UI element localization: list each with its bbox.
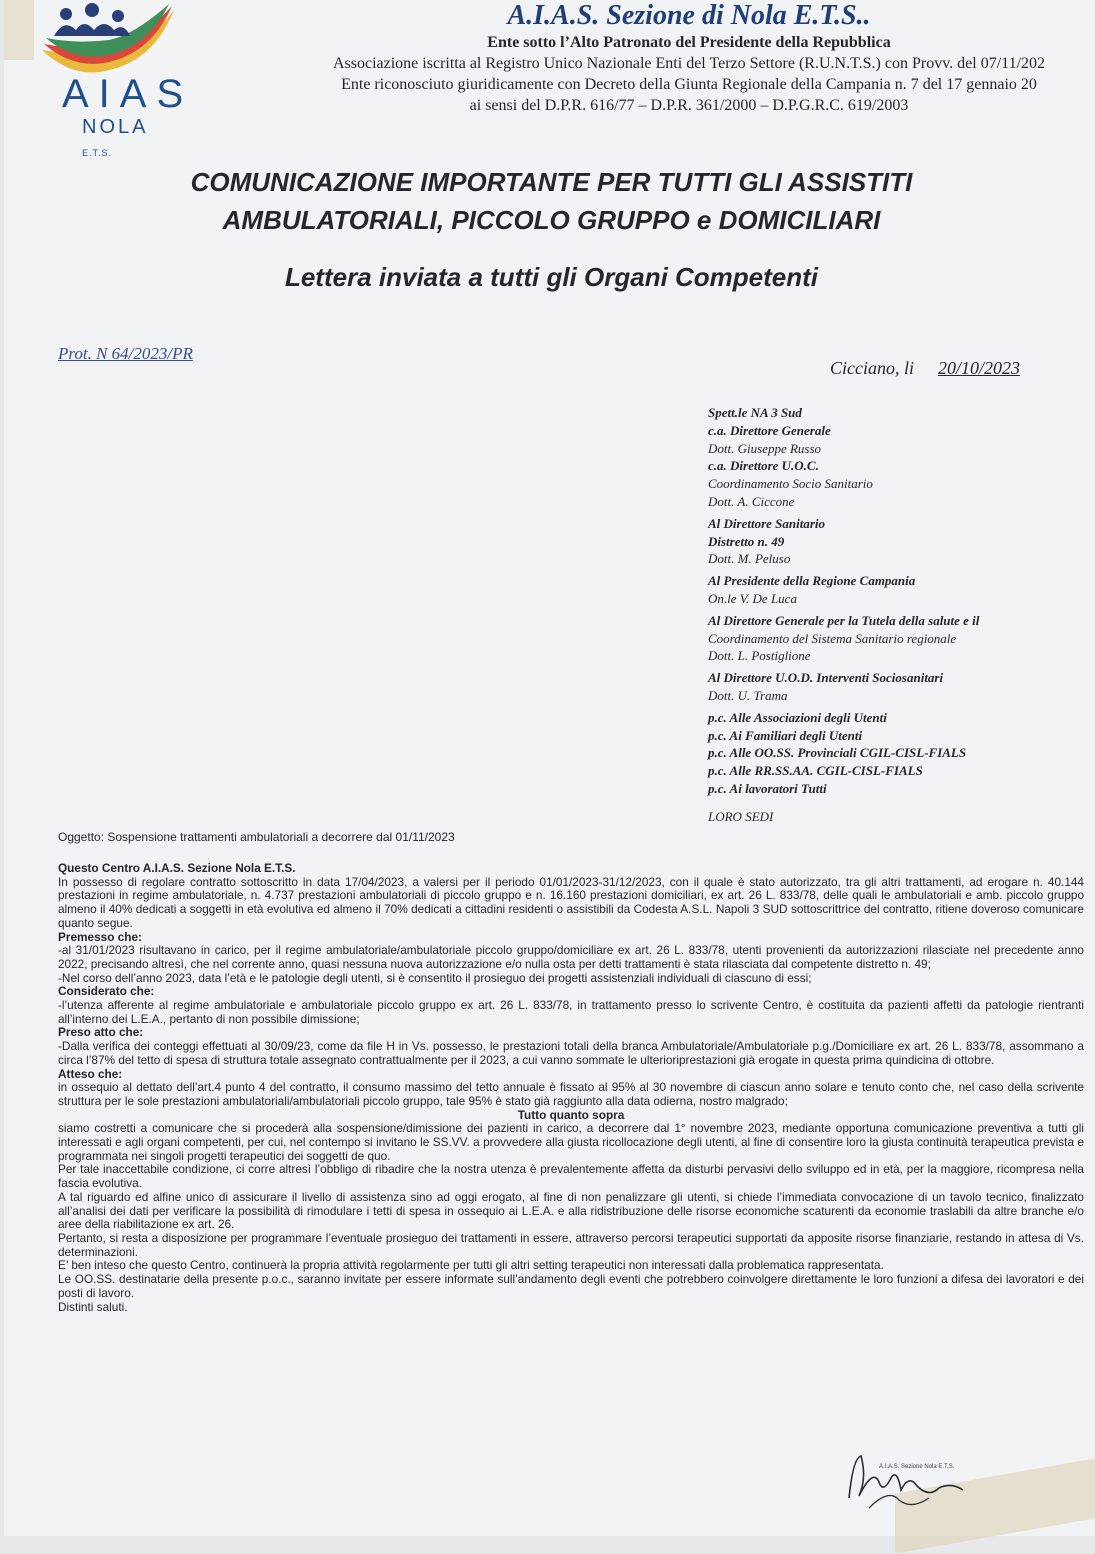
recipient-line: Spett.le NA 3 Sud: [708, 405, 802, 420]
protocol-number: Prot. N 64/2023/PR: [58, 344, 193, 363]
recipient-line: Coordinamento Socio Sanitario: [708, 476, 873, 492]
recipient-line: Dott. L. Postiglione: [708, 648, 811, 664]
body-paragraph: siamo costretti a comunicare che si procederà alla sospensione/dimissione dei pazienti in carico, a decorrere dal 1° novembre 2023, mediante opportuna comunicazione preventiva a tutti gli interessati e agli organi competenti, per cui, nel contempo si invitano le SS.VV. a provvedere alla giusta ricollocazione degli utenti, al fine di consentire loro la giusta continuità terapeutica prevista e programmata nei singoli progetti terapeutici dei soggetti de quo.: [58, 1121, 1084, 1163]
recipient-line: c.a. Direttore Generale: [708, 422, 831, 438]
body-paragraph: Premesso che:: [58, 929, 142, 944]
recipient-group: [708, 612, 1088, 665]
body-paragraph: -Nel corso dell’anno 2023, data l’età e le patologie degli utenti, si è consentito il prosieguo dei progetti assistenziali individuali di ciascuno di essi;: [58, 970, 812, 985]
place-date: Cicciano, li 20/10/2023: [830, 358, 1021, 378]
recipient-line: Al Direttore Generale per la Tutela della salute e il: [708, 612, 980, 628]
recipient-group: [708, 572, 1088, 608]
letterhead: [274, 0, 1095, 116]
body-paragraph: Atteso che:: [58, 1066, 123, 1081]
recipient-line: p.c. Alle Associazioni degli Utenti: [708, 709, 887, 725]
recipient-line: Al Direttore U.O.D. Interventi Sociosanitari: [708, 670, 944, 686]
svg-text:A.I.A.S. Sezione Nola E.T.S.: A.I.A.S. Sezione Nola E.T.S.: [879, 1464, 955, 1470]
letterhead-line: ai sensi del D.P.R. 616/77 – D.P.R. 361/2000 – D.P.G.R.C. 619/2003: [469, 97, 909, 114]
letterhead-line: Associazione iscritta al Registro Unico Nazionale Enti del Terzo Settore (R.U.N.T.S.) con Provv. del 07/11/202: [332, 55, 1046, 72]
loro-sedi: LORO SEDI: [708, 808, 774, 824]
body-paragraph: In possesso di regolare contratto sottoscritto in data 17/04/2023, a valersi per il periodo 01/01/2023-31/12/2023, con il quale è stato autorizzato, tra gli altri trattamenti, ad erogare n. 40.144 prestazioni in regime ambulatoriale, n. 4.737 prestazioni ambulatoriali di piccolo gruppo e n. 16.160 prestazioni domiciliari, ex art. 26 L. 833/78, delle quali le ambulatoriali e amb. piccolo gruppo almeno il 40% dedicati a soggetti in età evolutiva ed almeno il 70% dedicati a cittadini residenti o assistibili da Codesta A.S.L. Napoli 3 SUD sottoscrittrice del contratto, ritiene doveroso comunicare quanto segue.: [58, 874, 1084, 930]
recipient-line: p.c. Alle RR.SS.AA. CGIL-CISL-FIALS: [708, 763, 923, 779]
recipient-group: [708, 669, 1088, 705]
body-paragraph: in ossequio al dettato dell’art.4 punto 4 del contratto, il consumo massimo del tetto annuale è fissato al 95% al 30 novembre di ciascun anno solare e tenuto conto che, nel caso della scrivente struttura per le sole prestazioni ambulatoriali/ambulatoriali piccolo gruppo, tale 95% è stato già raggiunto alla data odierna, nostro malgrado;: [58, 1080, 1084, 1108]
body-paragraph: -al 31/01/2023 risultavano in carico, per il regime ambulatoriale/ambulatoriale piccolo gruppo/domiciliare ex art. 26 L. 833/78, utenti provenienti da autorizzazioni rilasciate nel precedente anno 2022, precisando altresì, che nel corrente anno, quasi nessuna nuova autorizzazione e/o nulla osta per detti trattamenti è stata rilasciata dal competente distretto n. 49;: [58, 943, 1084, 971]
logo-wordmark: AIAS: [62, 72, 194, 116]
org-title: A.I.A.S. Sezione di Nola E.T.S..: [507, 0, 871, 31]
recipient-list: [708, 404, 1088, 826]
body-paragraph: E’ ben inteso che questo Centro, continuerà la propria attività regolarmente per tutti gli altri setting terapeutici non interessati dalla problematica rappresentata.: [58, 1258, 884, 1273]
recipient-group: [708, 404, 1088, 511]
letter-body: [58, 862, 1084, 1314]
aias-logo: [34, 0, 194, 158]
recipient-line: p.c. Alle OO.SS. Provinciali CGIL-CISL-FIALS: [708, 745, 967, 761]
body-paragraph: Le OO.SS. destinatarie della presente p.o.c., saranno invitate per essere informate sull’andamento degli eventi che potrebbero coinvolgere direttamente le loro funzioni a difesa dei lavoratori e dei posti di lavoro.: [58, 1272, 1084, 1300]
recipient-group: [708, 709, 1088, 798]
recipient-line: p.c. Ai Familiari degli Utenti: [708, 727, 863, 743]
body-paragraph: -l’utenza afferente al regime ambulatoriale e ambulatoriale piccolo gruppo ex art. 26 L. 833/78, in trattamento presso lo scrivente Centro, è costituita da pazienti affetti da patologie rientranti all’interno dei L.E.A., pertanto di non possibile dimissione;: [58, 998, 1084, 1026]
recipient-line: Al Direttore Sanitario: [708, 515, 826, 531]
announcement-heading: COMUNICAZIONE IMPORTANTE PER TUTTI GLI ASSISTITI AMBULATORIALI, PICCOLO GRUPPO e DOMICILIARI: [190, 167, 913, 235]
letterhead-line: Ente sotto l’Alto Patronato del Presidente della Repubblica: [487, 34, 891, 51]
body-paragraph: Considerato che:: [58, 984, 155, 999]
recipient-line: Dott. Giuseppe Russo: [708, 440, 822, 456]
recipient-line: Dott. M. Peluso: [708, 551, 791, 567]
rainbow-figures-icon: [34, 0, 184, 80]
recipient-line: p.c. Ai lavoratori Tutti: [708, 780, 827, 796]
recipient-line: On.le V. De Luca: [708, 590, 797, 606]
subject-line: Oggetto: Sospensione trattamenti ambulatoriali a decorrere dal 01/11/2023: [58, 830, 455, 844]
body-paragraph: Distinti saluti.: [58, 1299, 128, 1314]
body-paragraph: A tal riguardo ed alfine unico di assicurare il livello di assistenza sino ad oggi erogato, al fine di non penalizzare gli utenti, si chiede l’immediata convocazione di un tavolo tecnico, finalizzato all’analisi dei dati per verificare la possibilità di rimodulare i tetti di spesa in ossequio ai L.E.A. e alla ridistribuzione delle risorse economiche scaturenti da economie traslabili da altre branche e/o aree della riabilitazione ex art. 26.: [58, 1189, 1084, 1232]
body-paragraph: Preso atto che:: [58, 1025, 144, 1040]
body-paragraph: Questo Centro A.I.A.S. Sezione Nola E.T.S.: [58, 861, 296, 875]
recipient-line: Al Presidente della Regione Campania: [708, 573, 916, 589]
letterhead-line: Ente riconosciuto giuridicamente con Decreto della Giunta Regionale della Campania n. 7 del 17 gennaio 20: [341, 76, 1037, 93]
body-paragraph: Tutto quanto sopra: [517, 1107, 625, 1122]
recipient-line: Dott. U. Trama: [708, 687, 788, 703]
announcement-subheading: Lettera inviata a tutti gli Organi Competenti: [284, 262, 819, 292]
body-paragraph: -Dalla verifica dei conteggi effettuati al 30/09/23, come da file H in Vs. possesso, le prestazioni totali della branca Ambulatoriale/Ambulatoriale p.g./Domiciliare ex art. 26 L. 833/78, assommano a circa l’87% del tetto di spesa di struttura totale assegnato contrattualmente per il 2023, a cui vanno sommate le ulterioriprestazioni già erogate in questa prima quindicina di ottobre.: [58, 1039, 1084, 1067]
tape-strip: [4, 0, 34, 60]
logo-subtitle: NOLA E.T.S.: [82, 116, 148, 158]
recipient-group: [708, 515, 1088, 568]
body-paragraph: Pertanto, si resta a disposizione per programmare l’eventuale prosieguo dei trattamenti in essere, attraverso percorsi terapeutici supportati da apposite risorse finanziarie, restando in attesa di Vs. determinazioni.: [58, 1230, 1084, 1259]
recipient-line: Dott. A. Ciccone: [708, 493, 795, 509]
recipient-line: Distretto n. 49: [708, 533, 785, 549]
body-paragraph: Per tale inaccettabile condizione, ci corre altresì l’obbligo di ribadire che la nostra utenza è prevalentemente affetta da disturbi pervasivi dello sviluppo ed in età, per la maggiore, ricompresa nella fascia evolutiva.: [58, 1162, 1084, 1191]
signature-stamp: [839, 1438, 969, 1518]
recipient-line: c.a. Direttore U.O.C.: [708, 458, 819, 474]
recipient-line: Coordinamento del Sistema Sanitario regionale: [708, 630, 957, 646]
letter-page: [4, 0, 1095, 1536]
